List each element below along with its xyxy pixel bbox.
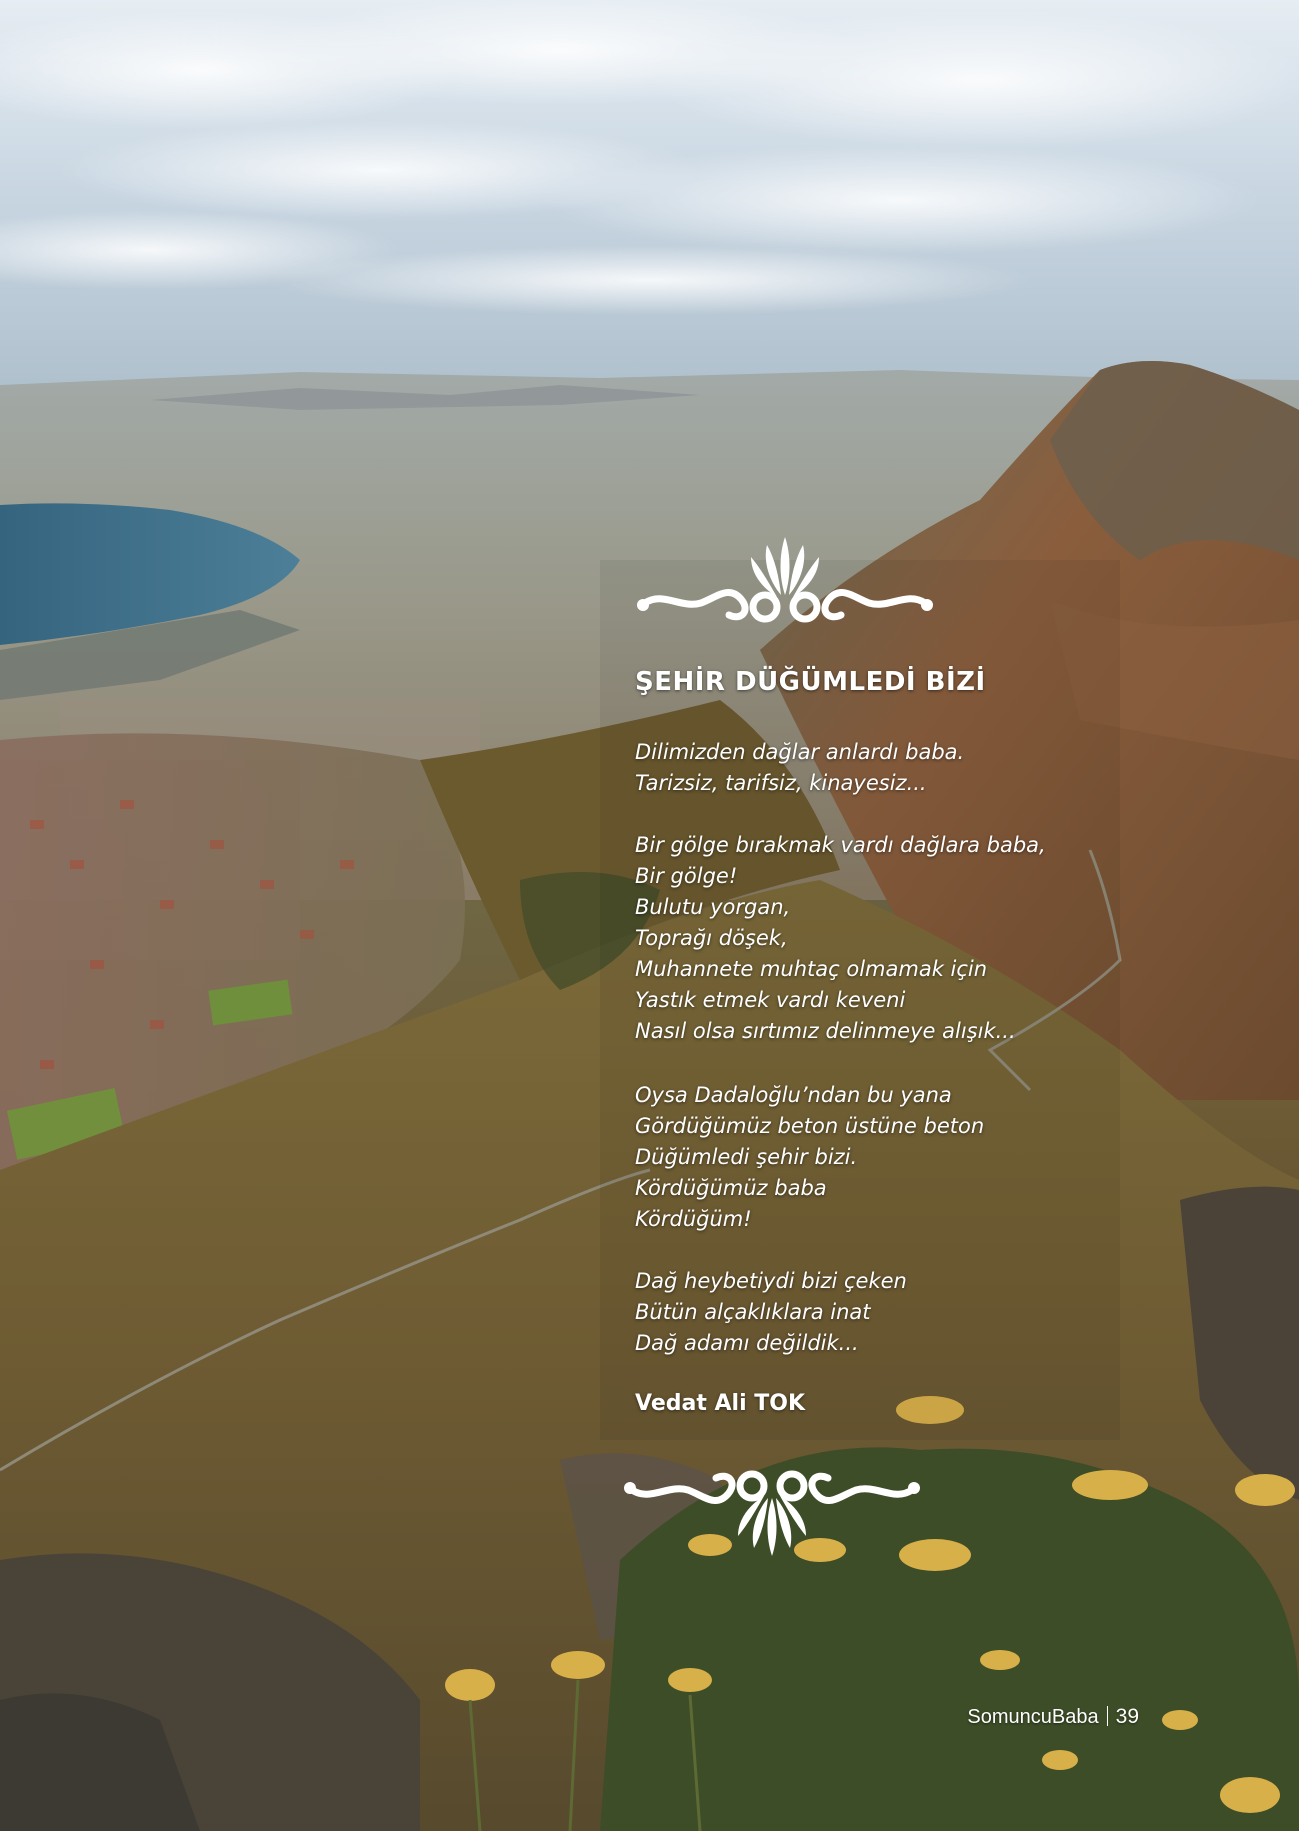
poem-line: Toprağı döşek, (635, 926, 788, 950)
poem-line: Bir gölge bırakmak vardı dağlara baba, (635, 833, 1046, 857)
poem-line: Kördüğümüz baba (635, 1176, 827, 1200)
poem-line: Bütün alçaklıklara inat (635, 1300, 871, 1324)
stanza-2 (635, 830, 1046, 1047)
stanza-4 (635, 1266, 907, 1359)
poem-line: Nasıl olsa sırtımız delinmeye alışık... (635, 1019, 1016, 1043)
stanza-1 (635, 737, 964, 799)
poem-author: Vedat Ali TOK (635, 1391, 806, 1416)
footer-divider (1107, 1706, 1108, 1726)
page-number: 39 (1115, 1705, 1139, 1728)
poem-line: Tarizsiz, tarifsiz, kinayesiz... (635, 771, 927, 795)
stanza-3 (635, 1080, 984, 1235)
poem-line: Muhannete muhtaç olmamak için (635, 957, 988, 981)
poem-line: Dağ adamı değildik... (635, 1331, 859, 1355)
poem-line: Dilimizden dağlar anlardı baba. (635, 740, 965, 764)
poem-line: Dağ heybetiydi bizi çeken (635, 1269, 907, 1293)
poem-line: Oysa Dadaloğlu’ndan bu yana (635, 1083, 952, 1107)
poem-line: Kördüğüm! (635, 1207, 752, 1231)
poem-line: Düğümledi şehir bizi. (635, 1145, 858, 1169)
poem-line: Bulutu yorgan, (635, 895, 791, 919)
page-footer (967, 1705, 1139, 1729)
magazine-name-part2: Baba (1051, 1706, 1099, 1728)
poem-line: Bir gölge! (635, 864, 738, 888)
poem-line: Yastık etmek vardı keveni (635, 988, 906, 1012)
poem-line: Gördüğümüz beton üstüne beton (635, 1114, 985, 1138)
magazine-name-part1: Somuncu (967, 1706, 1052, 1728)
top-ornament-flourish (633, 525, 938, 625)
poem-title: ŞEHİR DÜĞÜMLEDİ BİZİ (635, 667, 986, 697)
bottom-ornament-flourish (620, 1468, 925, 1568)
